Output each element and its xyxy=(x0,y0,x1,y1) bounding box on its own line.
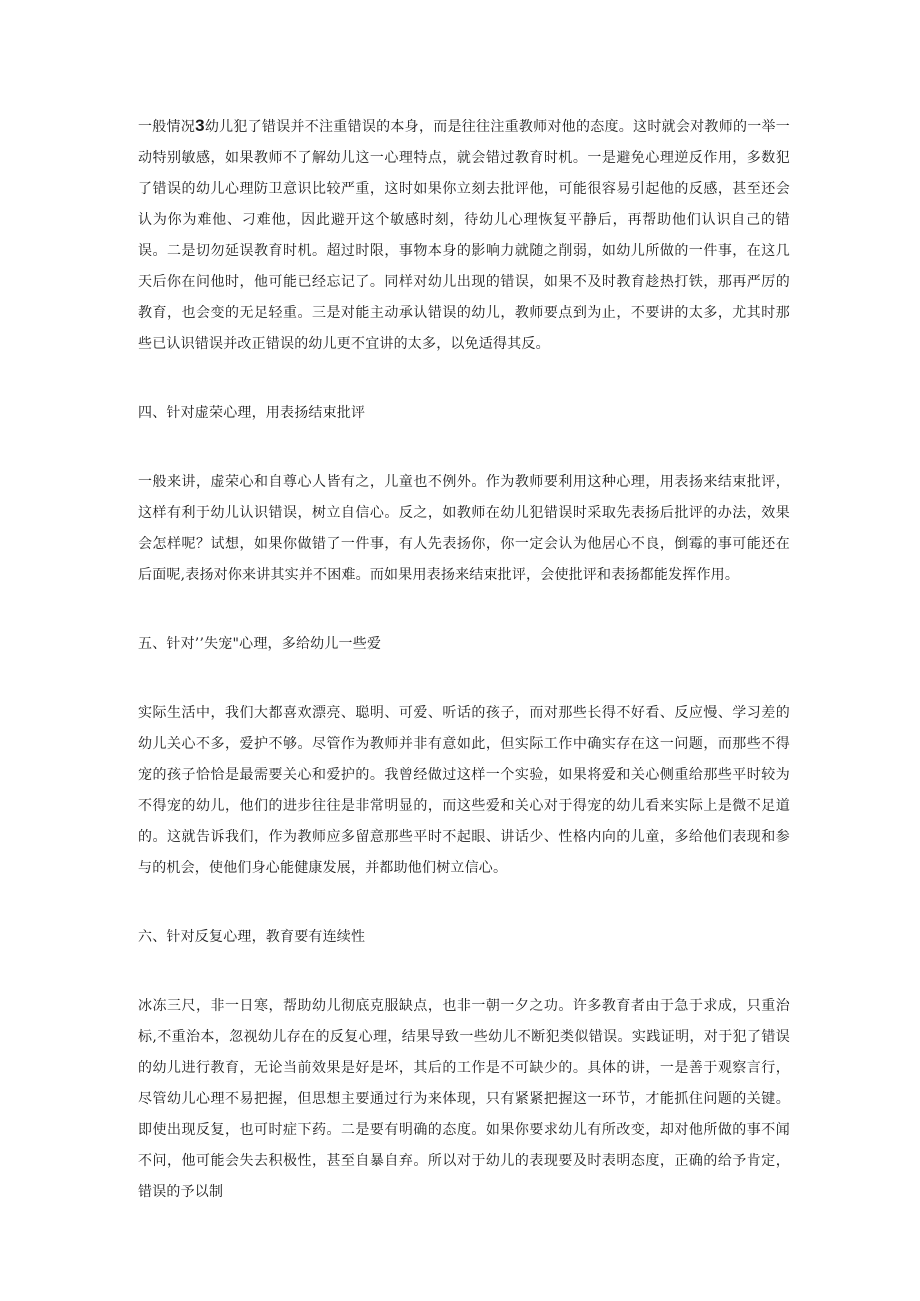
paragraph-lost-favor: 实际生活中，我们大都喜欢漂亮、聪明、可爱、听话的孩子，而对那些长得不好看、反应慢、学习差的幼儿关心不多，爱护不够。尽管作为教师并非有意如此，但实际工作中确实存在这一问题，而那些不得宠的孩子恰恰是最需要关心和爱护的。我曾经做过这样一个实验，如果将爱和关心侧重给那些平时较为不得宠的幼儿，他们的进步往往是非常明显的，而这些爱和关心对于得宠的幼儿看来实际上是微不足道的。这就告诉我们，作为教师应多留意那些平时不起眼、讲话少、性格内向的儿童，多给他们表现和参与的机会，使他们身心能健康发展，并都助他们树立信心。 xyxy=(138,705,790,876)
spacer xyxy=(138,953,790,991)
spacer xyxy=(138,660,790,698)
document-body xyxy=(138,110,790,1208)
paragraph-attitude-text: 幼儿犯了错误并不注重错误的本身，而是往往注重教师对他的态度。这时就会对教师的一举一动特别敏感，如果教师不了解幼儿这一心理特点，就会错过教育时机。一是避免心理逆反作用，多数犯了错误的幼儿心理防卫意识比较严重，这时如果你立刻去批评他，可能很容易引起他的反感，甚至还会认为你为难他、刁难他，因此避开这个敏感时刻，待幼儿心理恢复平静后，再帮助他们认识自己的错误。二是切勿延误教育时机。超过时限，事物本身的影响力就随之削弱，如幼儿所做的一件事，在这几天后你在问他时，他可能已经忘记了。同样对幼儿出现的错误，如果不及时教育趁热打铁，那再严厉的教育，也会变的无足轻重。三是对能主动承认错误的幼儿，教师要点到为止，不要讲的太多，尤其时那些已认识错误并改正错误的幼儿更不宜讲的太多，以免适得其反。 xyxy=(138,119,790,352)
heading-vanity: 四、针对虚荣心理，用表扬结束批评 xyxy=(138,405,366,421)
heading-repetition: 六、针对反复心理，教育要有连续性 xyxy=(138,929,366,945)
spacer xyxy=(138,429,790,467)
spacer xyxy=(138,360,790,398)
spacer xyxy=(138,591,790,629)
paragraph-attitude-number: 3 xyxy=(195,116,205,135)
spacer xyxy=(138,884,790,922)
paragraph-attitude-lead: 一般情况 xyxy=(138,119,196,135)
paragraph-repetition: 冰冻三尺，非一日寒，帮助幼儿彻底克服缺点，也非一朝一夕之功。许多教育者由于急于求成，只重治标,不重治本，忽视幼儿存在的反复心理，结果导致一些幼儿不断犯类似错误。实践证明，对于犯了错误的幼儿进行教育，无论当前效果是好是坏，其后的工作是不可缺少的。具体的讲，一是善于观察言行，尽管幼儿心理不易把握，但思想主要通过行为来体现，只有紧紧把握这一环节，才能抓住问题的关键。即使出现反复，也可时症下药。二是要有明确的态度。如果你要求幼儿有所改变，却对他所做的事不闻不问，他可能会失去积极性，甚至自暴自弃。所以对于幼儿的表现要及时表明态度，正确的给予肯定，错误的予以制 xyxy=(138,998,790,1200)
paragraph-attitude xyxy=(138,110,790,360)
heading-lost-favor: 五、针对’’失宠"心理，多给幼儿一些爱 xyxy=(138,636,382,652)
paragraph-vanity: 一般来讲，虚荣心和自尊心人皆有之，儿童也不例外。作为教师要利用这种心理，用表扬来结束批评，这样有利于幼儿认识错误，树立自信心。反之，如教师在幼儿犯错误时采取先表扬后批评的办法，效果会怎样呢？试想，如果你做错了一件事，有人先表扬你，你一定会认为他居心不良，倒霉的事可能还在后面呢,表扬对你来讲其实并不困难。而如果用表扬来结束批评，会使批评和表扬都能发挥作用。 xyxy=(138,474,790,583)
